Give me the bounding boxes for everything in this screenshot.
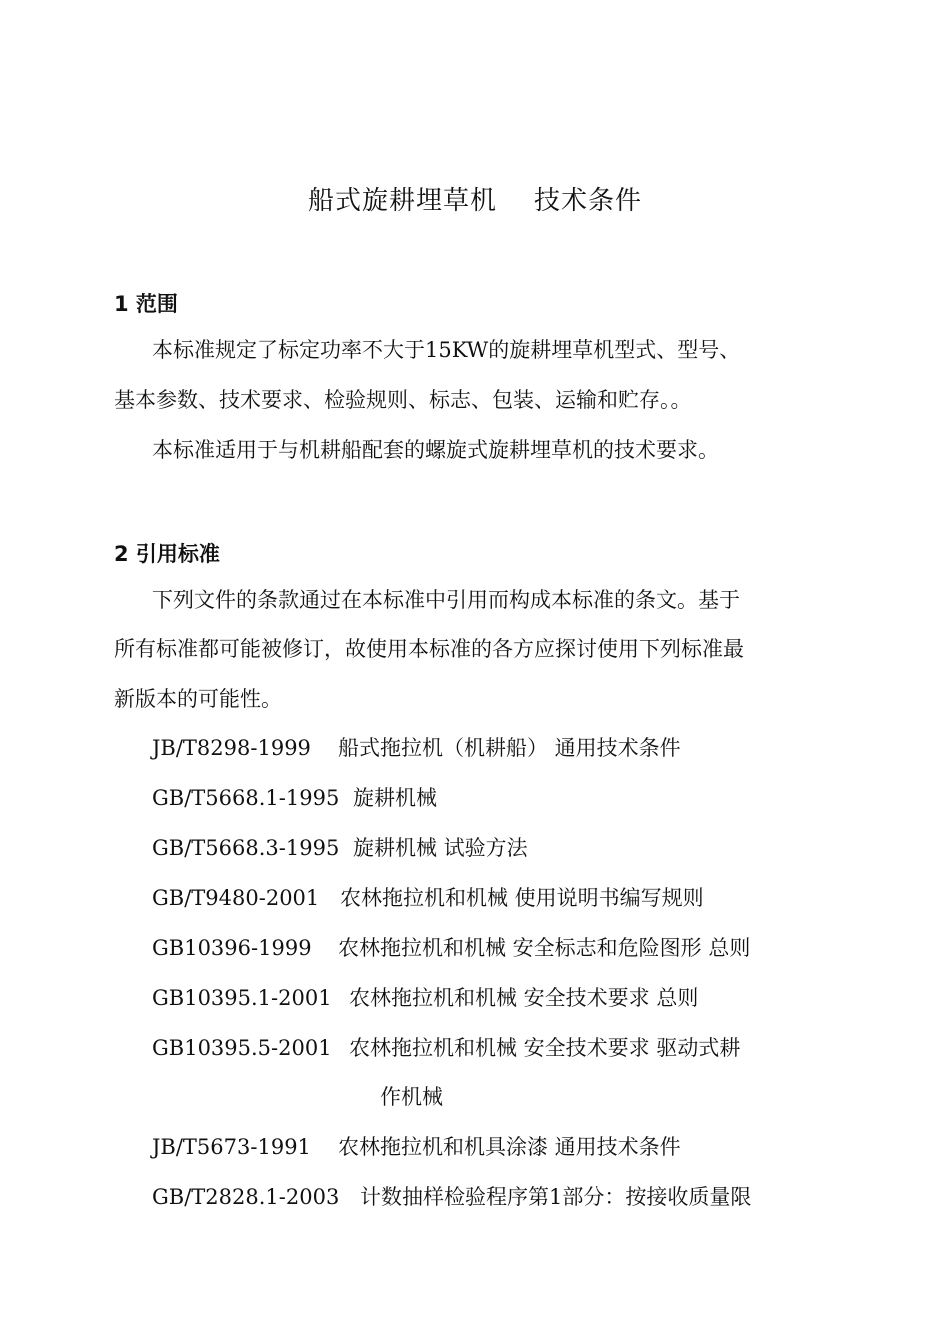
reference-code: JB/T5673-1991: [152, 1135, 311, 1159]
reference-item: [152, 886, 704, 910]
paragraph-line: 所有标准都可能被修订，故使用本标准的各方应探讨使用下列标准最: [114, 637, 744, 661]
reference-item: [152, 836, 528, 860]
reference-item: [152, 936, 751, 960]
reference-code: GB/T9480-2001: [152, 886, 320, 910]
reference-name: 旋耕机械: [353, 786, 437, 810]
reference-code: GB/T5668.3-1995: [152, 836, 340, 860]
reference-item: [152, 1135, 681, 1159]
reference-item: [152, 786, 437, 810]
paragraph-line: 新版本的可能性。: [114, 687, 282, 711]
section-heading-normative-references: 2 引用标准: [114, 542, 220, 566]
reference-item: [152, 1185, 752, 1209]
section-heading-scope: 1 范围: [114, 292, 178, 316]
paragraph-line: 基本参数、技术要求、检验规则、标志、包装、运输和贮存。。: [114, 388, 692, 412]
reference-code: JB/T8298-1999: [152, 736, 311, 760]
paragraph-line: 本标准规定了标定功率不大于15KW的旋耕埋草机型式、型号、: [152, 338, 741, 362]
reference-name: 计数抽样检验程序第1部分：按接收质量限: [360, 1185, 752, 1209]
reference-name: 农林拖拉机和机械 安全技术要求 驱动式耕: [349, 1036, 741, 1060]
reference-name: 农林拖拉机和机械 安全技术要求 总则: [349, 986, 699, 1010]
reference-code: GB10396-1999: [152, 936, 312, 960]
reference-name: 农林拖拉机和机械 安全标志和危险图形 总则: [338, 936, 751, 960]
reference-code: GB/T2828.1-2003: [152, 1185, 340, 1209]
reference-code: GB10395.1-2001: [152, 986, 332, 1010]
reference-name-continuation: 作机械: [380, 1085, 443, 1109]
paragraph-line: 下列文件的条款通过在本标准中引用而构成本标准的条文。基于: [152, 588, 740, 612]
paragraph-line: 本标准适用于与机耕船配套的螺旋式旋耕埋草机的技术要求。: [152, 438, 719, 462]
reference-name: 船式拖拉机（机耕船） 通用技术条件: [338, 736, 681, 760]
reference-name: 农林拖拉机和机具涂漆 通用技术条件: [338, 1135, 681, 1159]
reference-code: GB/T5668.1-1995: [152, 786, 340, 810]
reference-item: [152, 986, 699, 1010]
reference-name: 旋耕机械 试验方法: [353, 836, 528, 860]
reference-code: GB10395.5-2001: [152, 1036, 332, 1060]
document-title: 船式旋耕埋草机 技术条件: [307, 186, 643, 216]
reference-name: 农林拖拉机和机械 使用说明书编写规则: [340, 886, 704, 910]
reference-item: [152, 1036, 741, 1060]
reference-item: [152, 736, 681, 760]
